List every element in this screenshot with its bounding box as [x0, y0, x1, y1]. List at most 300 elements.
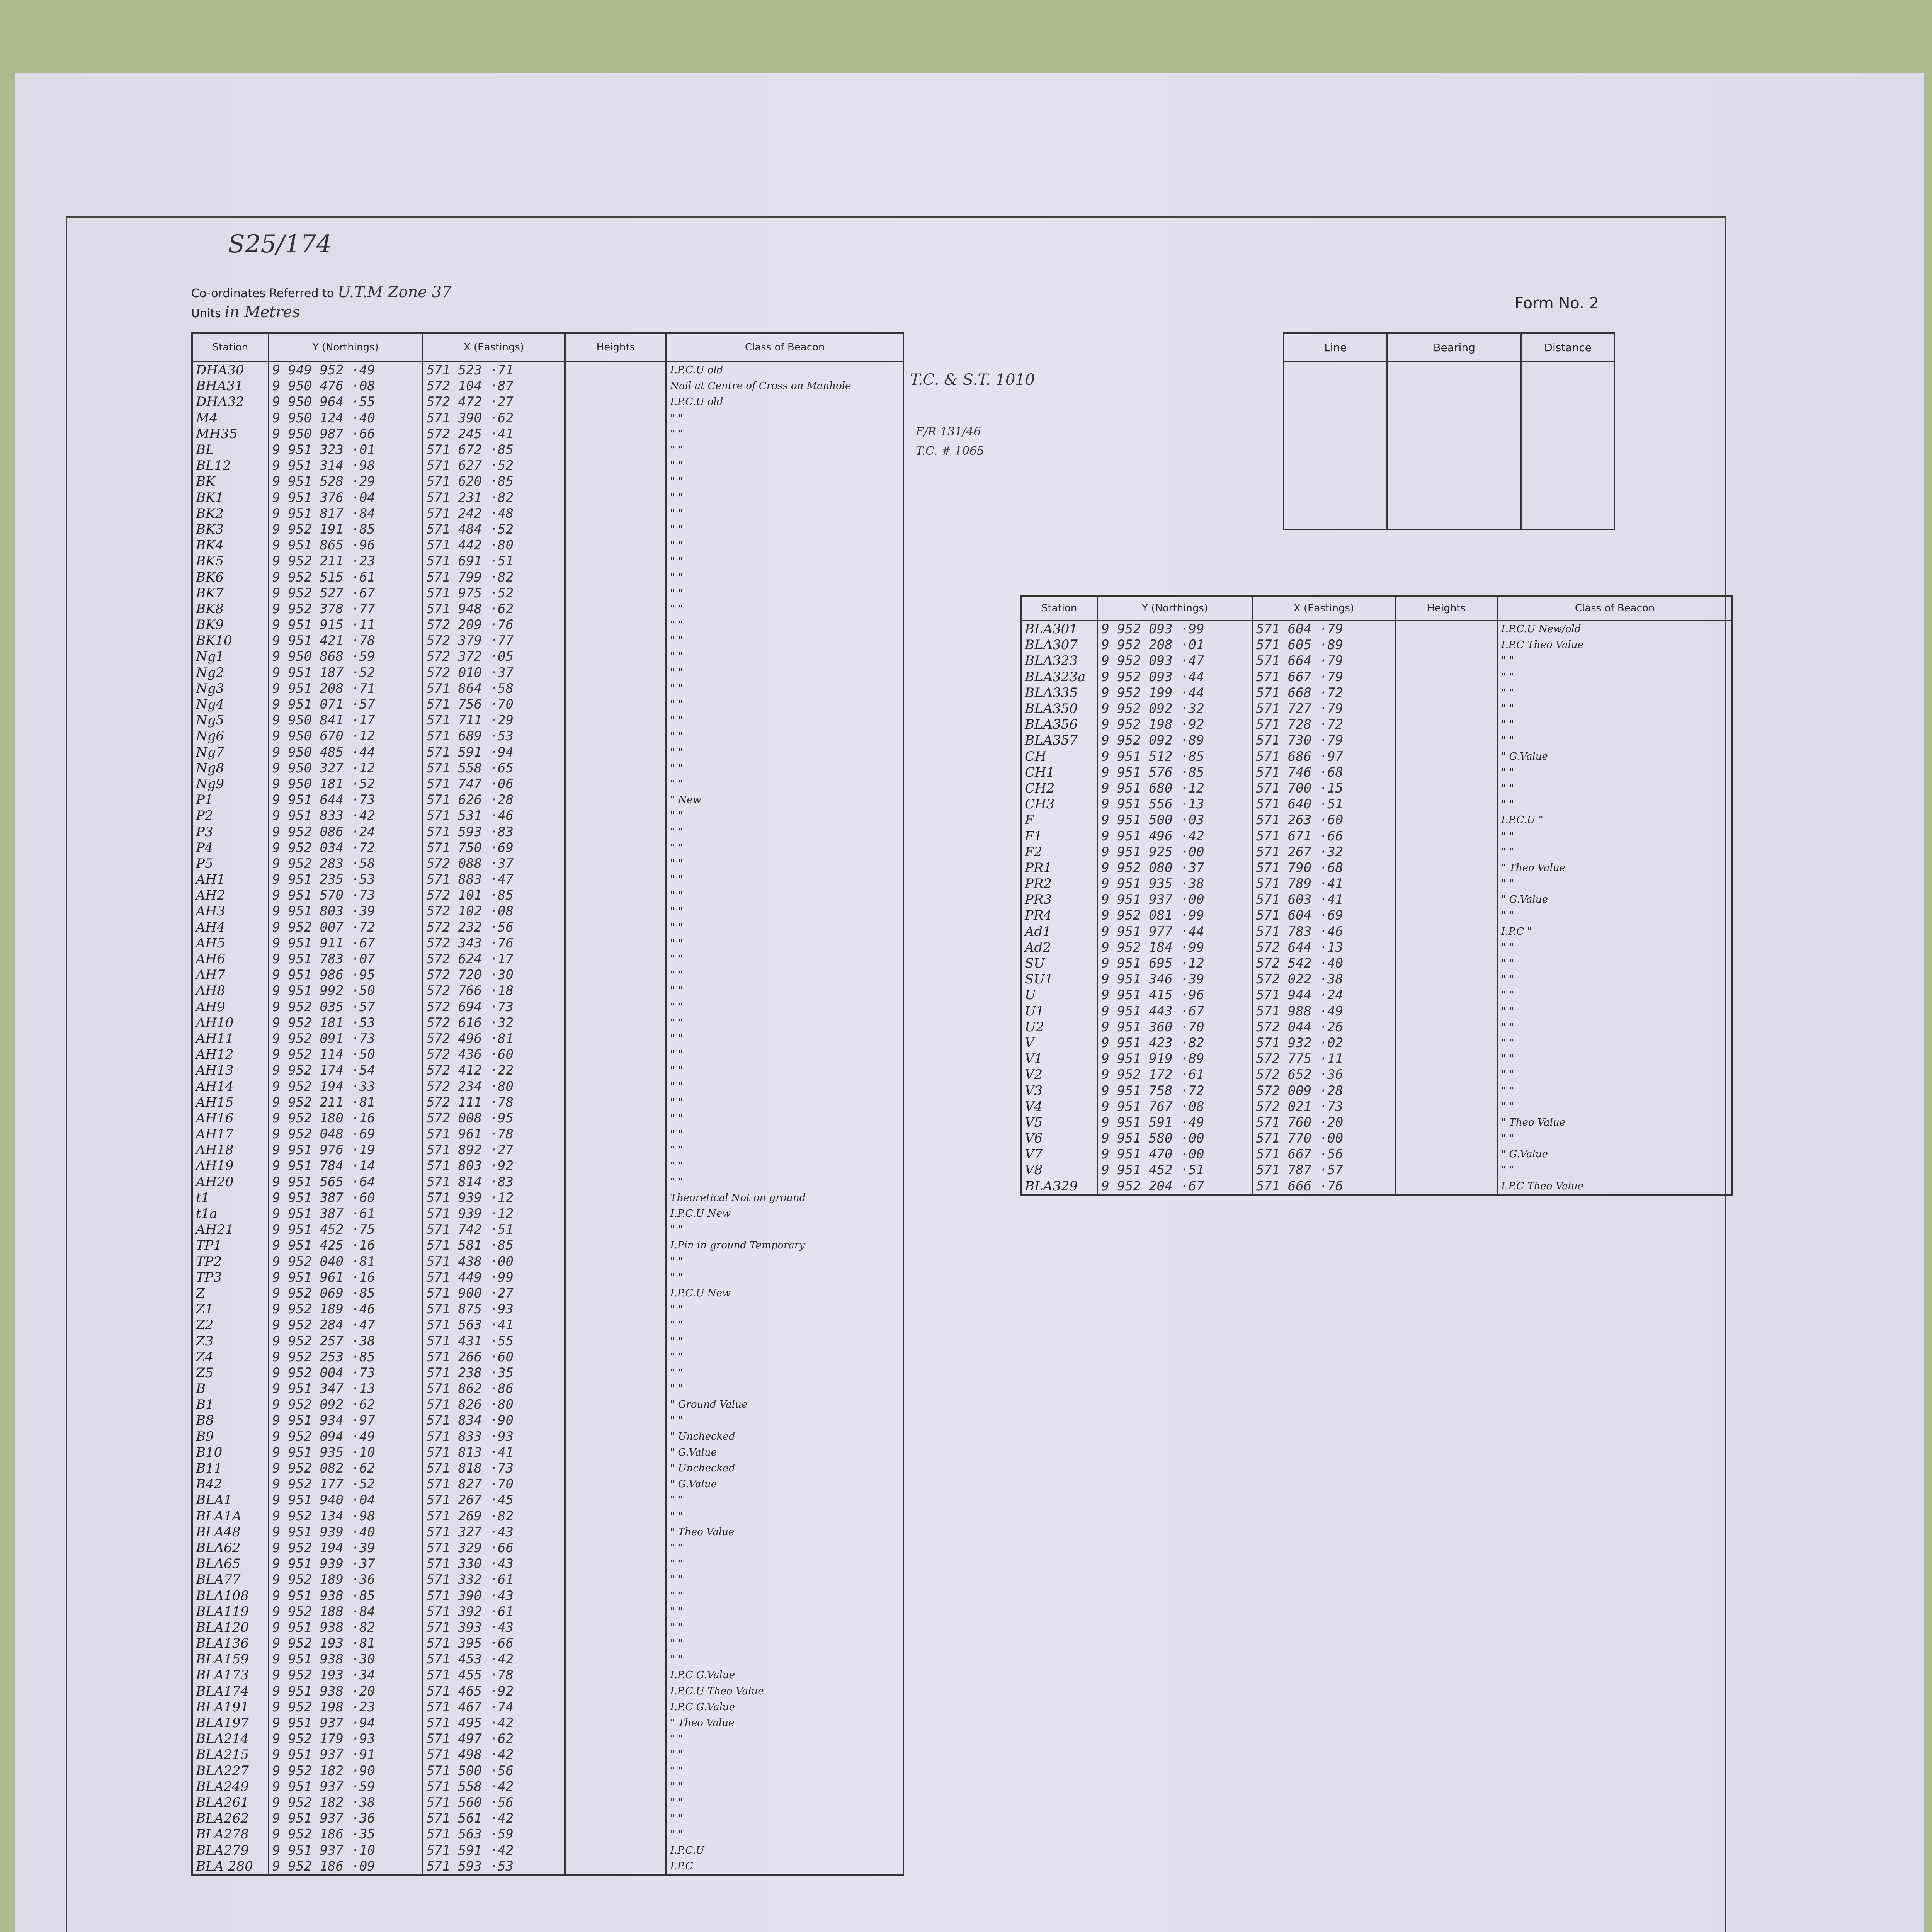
beacon-class-cell: " "	[666, 1509, 903, 1524]
beacon-class-cell: " "	[666, 728, 903, 744]
northing-cell: 9 951 992 ·50	[269, 983, 423, 999]
beacon-class-cell: " "	[666, 1572, 903, 1588]
easting-cell: 571 818 ·73	[423, 1461, 565, 1476]
northing-cell: 9 950 670 ·12	[269, 728, 423, 744]
beacon-class-cell: " "	[666, 617, 903, 633]
beacon-class-cell: " "	[1497, 717, 1732, 733]
beacon-class-cell: " "	[1497, 796, 1732, 812]
northing-cell: 9 952 515 ·61	[269, 569, 423, 585]
northing-cell: 9 952 284 ·47	[269, 1317, 423, 1333]
beacon-class-cell: " "	[1497, 653, 1732, 669]
station-cell: AH11	[192, 1031, 269, 1047]
station-cell: CH2	[1021, 781, 1097, 796]
northing-cell: 9 951 323 ·01	[269, 442, 423, 458]
height-cell	[565, 776, 666, 792]
height-cell	[565, 1174, 666, 1190]
table-row	[192, 728, 903, 744]
height-cell	[565, 601, 666, 617]
easting-cell: 571 593 ·53	[423, 1859, 565, 1875]
beacon-class-cell: " "	[1497, 1083, 1732, 1099]
easting-cell: 571 465 ·92	[423, 1684, 565, 1699]
northing-cell: 9 950 841 ·17	[269, 713, 423, 728]
northing-cell: 9 952 004 ·73	[269, 1365, 423, 1381]
beacon-class-cell: " "	[666, 1381, 903, 1397]
height-cell	[565, 1333, 666, 1349]
table-row	[1021, 765, 1732, 781]
table-row	[192, 1413, 903, 1429]
beacon-class-cell: " "	[666, 1811, 903, 1827]
easting-cell: 571 883 ·47	[423, 872, 565, 888]
table-row	[192, 474, 903, 490]
table-row	[192, 1795, 903, 1811]
station-cell: BLA159	[192, 1651, 269, 1667]
easting-cell: 571 975 ·52	[423, 585, 565, 601]
beacon-class-cell: " "	[1497, 1162, 1732, 1178]
beacon-class-cell: " "	[666, 585, 903, 601]
station-cell: AH12	[192, 1047, 269, 1063]
table-row	[192, 1142, 903, 1158]
station-cell: V7	[1021, 1146, 1097, 1162]
easting-cell: 571 667 ·56	[1252, 1146, 1395, 1162]
table-row	[192, 967, 903, 983]
station-cell: MH35	[192, 426, 269, 442]
station-cell: P1	[192, 792, 269, 808]
easting-cell: 571 327 ·43	[423, 1524, 565, 1540]
northing-cell: 9 951 758 ·72	[1097, 1083, 1252, 1099]
table-row	[192, 665, 903, 681]
height-cell	[565, 474, 666, 490]
northing-cell: 9 952 094 ·49	[269, 1429, 423, 1445]
station-cell: BLA261	[192, 1795, 269, 1811]
station-cell: BLA227	[192, 1763, 269, 1779]
height-cell	[565, 745, 666, 760]
station-cell: BK4	[192, 537, 269, 553]
station-cell: AH2	[192, 888, 269, 903]
station-cell: BLA357	[1021, 733, 1097, 748]
height-cell	[565, 1190, 666, 1206]
height-cell	[565, 1731, 666, 1747]
beacon-class-cell: I.P.C	[666, 1859, 903, 1875]
easting-cell: 571 267 ·32	[1252, 844, 1395, 860]
beacon-class-cell: " "	[666, 856, 903, 872]
table-row	[192, 1349, 903, 1365]
table-row	[192, 1238, 903, 1253]
height-cell	[1395, 669, 1497, 685]
northing-cell: 9 951 977 ·44	[1097, 924, 1252, 940]
height-cell	[1395, 621, 1497, 637]
easting-cell: 571 939 ·12	[423, 1190, 565, 1206]
northing-cell: 9 952 186 ·35	[269, 1827, 423, 1842]
table-row	[192, 649, 903, 665]
height-cell	[565, 967, 666, 983]
beacon-class-cell: " "	[666, 713, 903, 728]
side-note-tc2: T.C. # 1065	[916, 444, 985, 458]
northing-cell: 9 951 576 ·85	[1097, 765, 1252, 781]
station-cell: AH9	[192, 999, 269, 1015]
northing-cell: 9 952 257 ·38	[269, 1333, 423, 1349]
easting-cell: 572 644 ·13	[1252, 940, 1395, 956]
northing-cell: 9 951 452 ·51	[1097, 1162, 1252, 1178]
easting-cell: 571 689 ·53	[423, 728, 565, 744]
northing-cell: 9 951 512 ·85	[1097, 749, 1252, 765]
table-row	[1021, 956, 1732, 971]
beacon-class-cell: " "	[1497, 844, 1732, 860]
beacon-class-cell: " "	[666, 808, 903, 824]
station-cell: AH16	[192, 1111, 269, 1126]
beacon-class-cell: " "	[666, 1604, 903, 1620]
height-cell	[1395, 971, 1497, 987]
height-cell	[565, 872, 666, 888]
beacon-class-cell: " Unchecked	[666, 1429, 903, 1445]
height-cell	[565, 808, 666, 824]
beacon-class-cell: " "	[666, 872, 903, 888]
northing-cell: 9 951 937 ·00	[1097, 892, 1252, 908]
table-row	[192, 1604, 903, 1620]
table-row	[1021, 940, 1732, 956]
height-cell	[1395, 1131, 1497, 1146]
northing-cell: 9 952 186 ·09	[269, 1859, 423, 1875]
height-cell	[565, 760, 666, 776]
station-cell: DHA32	[192, 394, 269, 410]
easting-cell: 571 783 ·46	[1252, 924, 1395, 940]
height-cell	[1395, 1083, 1497, 1099]
northing-cell: 9 952 208 ·01	[1097, 637, 1252, 653]
easting-cell: 572 472 ·27	[423, 394, 565, 410]
height-cell	[565, 792, 666, 808]
northing-cell: 9 952 092 ·32	[1097, 701, 1252, 717]
station-cell: Ng6	[192, 728, 269, 744]
height-cell	[565, 1699, 666, 1715]
beacon-class-cell: " "	[666, 665, 903, 681]
station-cell: AH18	[192, 1142, 269, 1158]
beacon-class-cell: " "	[1497, 971, 1732, 987]
easting-cell: 572 009 ·28	[1252, 1083, 1395, 1099]
station-cell: F	[1021, 812, 1097, 828]
easting-cell: 571 799 ·82	[423, 569, 565, 585]
beacon-class-cell: " "	[666, 601, 903, 617]
beacon-class-cell: " "	[666, 553, 903, 569]
beacon-class-cell: " "	[666, 1349, 903, 1365]
table-row	[1021, 1146, 1732, 1162]
table-row	[1021, 812, 1732, 828]
northing-cell: 9 951 695 ·12	[1097, 956, 1252, 971]
northing-cell: 9 952 093 ·99	[1097, 621, 1252, 637]
easting-cell: 572 775 ·11	[1252, 1051, 1395, 1067]
table-row	[1021, 1051, 1732, 1067]
table-row	[192, 1859, 903, 1875]
beacon-class-cell: " "	[666, 681, 903, 697]
easting-cell: 571 862 ·86	[423, 1381, 565, 1397]
height-cell	[565, 1286, 666, 1301]
beacon-class-cell: " "	[666, 1779, 903, 1795]
easting-cell: 571 395 ·66	[423, 1636, 565, 1651]
beacon-class-cell: " "	[1497, 733, 1732, 748]
table-row	[192, 569, 903, 585]
table-row	[192, 1254, 903, 1270]
easting-cell: 571 558 ·42	[423, 1779, 565, 1795]
easting-cell: 571 787 ·57	[1252, 1162, 1395, 1178]
header-line: Line	[1284, 333, 1387, 362]
easting-cell: 572 088 ·37	[423, 856, 565, 872]
easting-cell: 571 671 ·66	[1252, 828, 1395, 844]
table-row	[192, 935, 903, 951]
height-cell	[565, 442, 666, 458]
easting-cell: 571 442 ·80	[423, 537, 565, 553]
northing-cell: 9 951 500 ·03	[1097, 812, 1252, 828]
beacon-class-cell: " "	[1497, 685, 1732, 701]
beacon-class-cell: " G.Value	[666, 1476, 903, 1492]
northing-cell: 9 951 935 ·38	[1097, 876, 1252, 892]
height-cell	[565, 1779, 666, 1795]
beacon-class-cell: " "	[666, 1047, 903, 1063]
station-cell: BLA215	[192, 1747, 269, 1763]
station-cell: AH20	[192, 1174, 269, 1190]
height-cell	[565, 728, 666, 744]
beacon-class-cell: " "	[666, 633, 903, 649]
table-row	[1021, 1019, 1732, 1035]
beacon-class-cell: " G.Value	[1497, 749, 1732, 765]
table-row	[192, 553, 903, 569]
table-row	[192, 1715, 903, 1731]
table-row	[192, 903, 903, 919]
table-row	[1021, 1099, 1732, 1115]
height-cell	[565, 537, 666, 553]
station-cell: BLA278	[192, 1827, 269, 1842]
northing-cell: 9 951 939 ·40	[269, 1524, 423, 1540]
beacon-class-cell: " "	[666, 1142, 903, 1158]
station-cell: U1	[1021, 1003, 1097, 1019]
easting-cell: 572 652 ·36	[1252, 1067, 1395, 1083]
easting-cell: 571 686 ·97	[1252, 749, 1395, 765]
easting-cell: 571 668 ·72	[1252, 685, 1395, 701]
height-cell	[565, 1524, 666, 1540]
table-row	[192, 1126, 903, 1142]
beacon-class-cell: " "	[666, 967, 903, 983]
station-cell: AH14	[192, 1078, 269, 1094]
station-cell: PR4	[1021, 908, 1097, 923]
easting-cell: 572 616 ·32	[423, 1015, 565, 1031]
header-eastings: X (Eastings)	[423, 333, 565, 362]
beacon-class-cell: I.Pin in ground Temporary	[666, 1238, 903, 1253]
height-cell	[565, 1095, 666, 1111]
height-cell	[1395, 1035, 1497, 1051]
table-row	[1021, 1179, 1732, 1195]
easting-cell: 571 267 ·45	[423, 1492, 565, 1508]
station-cell: SU1	[1021, 971, 1097, 987]
table-row	[192, 410, 903, 426]
easting-cell: 571 750 ·69	[423, 840, 565, 856]
beacon-class-cell: " "	[666, 1365, 903, 1381]
station-cell: AH1	[192, 872, 269, 888]
beacon-class-cell: " "	[666, 1636, 903, 1651]
height-cell	[1395, 844, 1497, 860]
height-cell	[1395, 1067, 1497, 1083]
easting-cell: 571 691 ·51	[423, 553, 565, 569]
easting-cell: 571 269 ·82	[423, 1509, 565, 1524]
station-cell: BLA350	[1021, 701, 1097, 717]
beacon-class-cell: I.P.C "	[1497, 924, 1732, 940]
easting-cell: 571 390 ·62	[423, 410, 565, 426]
easting-cell: 571 531 ·46	[423, 808, 565, 824]
station-cell: BLA1	[192, 1492, 269, 1508]
beacon-class-cell: " G.Value	[1497, 892, 1732, 908]
height-cell	[1395, 1179, 1497, 1195]
table-row	[192, 394, 903, 410]
height-cell	[1395, 892, 1497, 908]
coordinates-table-2	[1020, 595, 1733, 1196]
northing-cell: 9 952 086 ·24	[269, 824, 423, 840]
table-row	[192, 1827, 903, 1842]
table-row	[1021, 717, 1732, 733]
beacon-class-cell: I.P.C G.Value	[666, 1699, 903, 1715]
easting-cell: 571 431 ·55	[423, 1333, 565, 1349]
northing-cell: 9 950 964 ·55	[269, 394, 423, 410]
station-cell: Z	[192, 1286, 269, 1301]
height-cell	[1395, 828, 1497, 844]
table-row	[192, 522, 903, 537]
height-cell	[1395, 1146, 1497, 1162]
northing-cell: 9 951 938 ·85	[269, 1588, 423, 1604]
table-row	[192, 1174, 903, 1190]
height-cell	[565, 1429, 666, 1445]
height-cell	[565, 1222, 666, 1238]
beacon-class-cell: " "	[666, 1031, 903, 1047]
header-class-2: Class of Beacon	[1497, 596, 1732, 621]
height-cell	[565, 633, 666, 649]
station-cell: BLA1A	[192, 1509, 269, 1524]
station-cell: BLA65	[192, 1556, 269, 1572]
height-cell	[565, 617, 666, 633]
height-cell	[565, 1476, 666, 1492]
table-row	[192, 601, 903, 617]
station-cell: V8	[1021, 1162, 1097, 1178]
northing-cell: 9 951 937 ·59	[269, 1779, 423, 1795]
beacon-class-cell: " "	[666, 920, 903, 935]
beacon-class-cell: " "	[1497, 1019, 1732, 1035]
station-cell: Z3	[192, 1333, 269, 1349]
station-cell: BLA249	[192, 1779, 269, 1795]
easting-cell: 571 672 ·85	[423, 442, 565, 458]
easting-cell: 572 343 ·76	[423, 935, 565, 951]
height-cell	[565, 362, 666, 378]
northing-cell: 9 951 937 ·91	[269, 1747, 423, 1763]
station-cell: BK1	[192, 490, 269, 506]
beacon-class-cell: " "	[666, 888, 903, 903]
table-row	[192, 1333, 903, 1349]
coords-label: Co-ordinates Referred to U.T.M Zone 37	[191, 283, 452, 301]
northing-cell: 9 951 919 ·89	[1097, 1051, 1252, 1067]
easting-cell: 572 624 ·17	[423, 951, 565, 967]
station-cell: Ng2	[192, 665, 269, 681]
height-cell	[1395, 908, 1497, 923]
northing-cell: 9 952 198 ·92	[1097, 717, 1252, 733]
beacon-class-cell: " "	[666, 1588, 903, 1604]
easting-cell: 571 834 ·90	[423, 1413, 565, 1429]
beacon-class-cell: I.P.C G.Value	[666, 1667, 903, 1683]
height-cell	[1395, 796, 1497, 812]
table-row	[192, 585, 903, 601]
easting-cell: 571 591 ·42	[423, 1842, 565, 1858]
table-row	[192, 1492, 903, 1508]
northing-cell: 9 951 570 ·73	[269, 888, 423, 903]
beacon-class-cell: " "	[666, 1651, 903, 1667]
station-cell: BLA174	[192, 1684, 269, 1699]
northing-cell: 9 951 986 ·95	[269, 967, 423, 983]
height-cell	[565, 1031, 666, 1047]
table-row	[192, 1556, 903, 1572]
table-row	[1021, 685, 1732, 701]
height-cell	[1395, 1019, 1497, 1035]
table-row	[1021, 892, 1732, 908]
easting-cell: 571 626 ·28	[423, 792, 565, 808]
height-cell	[565, 1842, 666, 1858]
station-cell: Ng7	[192, 745, 269, 760]
northing-cell: 9 951 937 ·94	[269, 1715, 423, 1731]
easting-cell: 572 104 ·87	[423, 378, 565, 394]
easting-cell: 572 766 ·18	[423, 983, 565, 999]
easting-cell: 572 111 ·78	[423, 1095, 565, 1111]
station-cell: AH7	[192, 967, 269, 983]
beacon-class-cell: " "	[1497, 828, 1732, 844]
height-cell	[1395, 876, 1497, 892]
beacon-class-cell: " "	[666, 1333, 903, 1349]
northing-cell: 9 951 937 ·10	[269, 1842, 423, 1858]
station-cell: M4	[192, 410, 269, 426]
northing-cell: 9 952 189 ·46	[269, 1301, 423, 1317]
station-cell: Ng4	[192, 697, 269, 713]
northing-cell: 9 952 184 ·99	[1097, 940, 1252, 956]
table-row	[192, 633, 903, 649]
height-cell	[565, 1349, 666, 1365]
northing-cell: 9 950 327 ·12	[269, 760, 423, 776]
table-row	[192, 1763, 903, 1779]
easting-cell: 572 720 ·30	[423, 967, 565, 983]
table-row	[192, 951, 903, 967]
station-cell: AH10	[192, 1015, 269, 1031]
header-bearing: Bearing	[1387, 333, 1521, 362]
table-row	[192, 697, 903, 713]
beacon-class-cell: " "	[1497, 1003, 1732, 1019]
height-cell	[565, 697, 666, 713]
header-station-2: Station	[1021, 596, 1097, 621]
height-cell	[565, 522, 666, 537]
beacon-class-cell: " "	[666, 1827, 903, 1842]
easting-cell: 571 627 ·52	[423, 458, 565, 474]
beacon-class-cell: " "	[666, 426, 903, 442]
table-row	[192, 792, 903, 808]
beacon-class-cell: " "	[1497, 956, 1732, 971]
height-cell	[565, 1461, 666, 1476]
beacon-class-cell: " "	[666, 1556, 903, 1572]
easting-cell: 571 948 ·62	[423, 601, 565, 617]
northing-cell: 9 950 476 ·08	[269, 378, 423, 394]
station-cell: V4	[1021, 1099, 1097, 1115]
beacon-class-cell: " "	[666, 1158, 903, 1174]
height-cell	[565, 1111, 666, 1126]
easting-cell: 571 988 ·49	[1252, 1003, 1395, 1019]
easting-cell: 571 498 ·42	[423, 1747, 565, 1763]
table-row	[1021, 924, 1732, 940]
northing-cell: 9 951 767 ·08	[1097, 1099, 1252, 1115]
northing-cell: 9 952 181 ·53	[269, 1015, 423, 1031]
table-row	[192, 1206, 903, 1222]
beacon-class-cell: " "	[1497, 1051, 1732, 1067]
northing-cell: 9 951 208 ·71	[269, 681, 423, 697]
easting-cell: 571 330 ·43	[423, 1556, 565, 1572]
easting-cell: 571 581 ·85	[423, 1238, 565, 1253]
table-row	[192, 856, 903, 872]
height-cell	[565, 569, 666, 585]
